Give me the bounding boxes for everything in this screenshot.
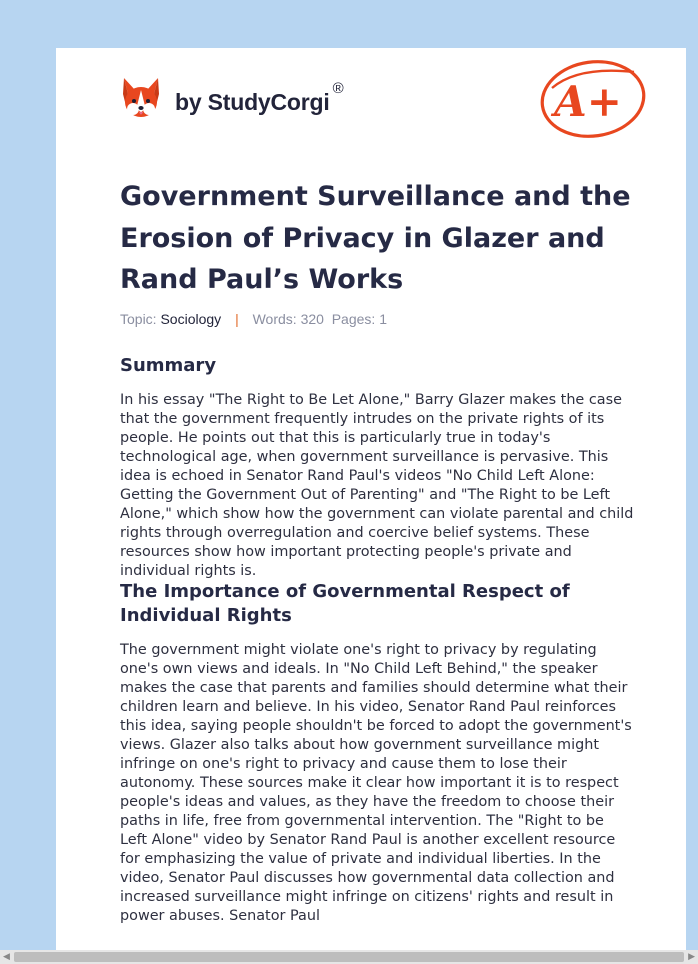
page-count: Pages: 1: [331, 311, 387, 327]
registered-mark: ®: [332, 79, 344, 97]
section-heading-summary: Summary: [120, 355, 217, 376]
a-plus-grade-badge: [538, 58, 650, 146]
horizontal-scrollbar[interactable]: [0, 950, 698, 964]
meta-separator: |: [235, 311, 239, 327]
scrollbar-thumb[interactable]: [14, 952, 684, 962]
scroll-right-icon[interactable]: ▶: [688, 952, 695, 962]
grade-text: A+: [554, 77, 622, 126]
topic-link[interactable]: Sociology: [160, 311, 222, 327]
section-text-summary: In his essay "The Right to Be Let Alone," Barry Glazer makes the case that the government frequently intrudes on the private rights of its people. He points out that this is particularly true in today's technological age, when government surveillance is pervasive. This idea is echoed in Senator Rand Paul's videos "No Child Left Alone: Getting the Government Out of Parenting" and "The Right to be Left Alone," which show how the government can violate parental and child rights through overregulation and coercive belief systems. These resources show how important protecting people's private and individual rights is.: [120, 392, 634, 579]
topic-label: Topic:: [120, 311, 157, 327]
brand-name: by StudyCorgi®: [175, 79, 344, 115]
document-meta: [120, 311, 387, 327]
document-title: Government Surveillance and the Erosion of Privacy in Glazer and Rand Paul’s Works: [120, 181, 631, 295]
section-text-importance: The government might violate one's right to privacy by regulating one's own views and ideals. In "No Child Left Behind," the speaker makes the case that parents and families should determine what their children learn and believe. In his video, Senator Rand Paul reinforces this idea, saying people shouldn't be forced to adopt the government's views. Glazer also talks about how government surveillance might infringe on one's right to privacy and cause them to lose their autonomy. These sources make it clear how important it is to respect people's ideas and values, as they have the freedom to choose their paths in life, free from governmental intervention. The "Right to be Left Alone" video by Senator Rand Paul is another excellent resource for emphasizing the value of private and individual liberties. In the video, Senator Paul discusses how governmental data collection and increased surveillance might infringe on citizens' rights and result in power abuses. Senator Paul: [120, 642, 632, 924]
corgi-icon: [121, 76, 161, 120]
studycorgi-logo[interactable]: [121, 76, 343, 120]
word-count: Words: 320: [252, 311, 324, 327]
section-heading-importance: The Importance of Governmental Respect of Individual Rights: [120, 581, 570, 626]
scroll-left-icon[interactable]: ◀: [3, 952, 10, 962]
document-page: [56, 48, 686, 952]
